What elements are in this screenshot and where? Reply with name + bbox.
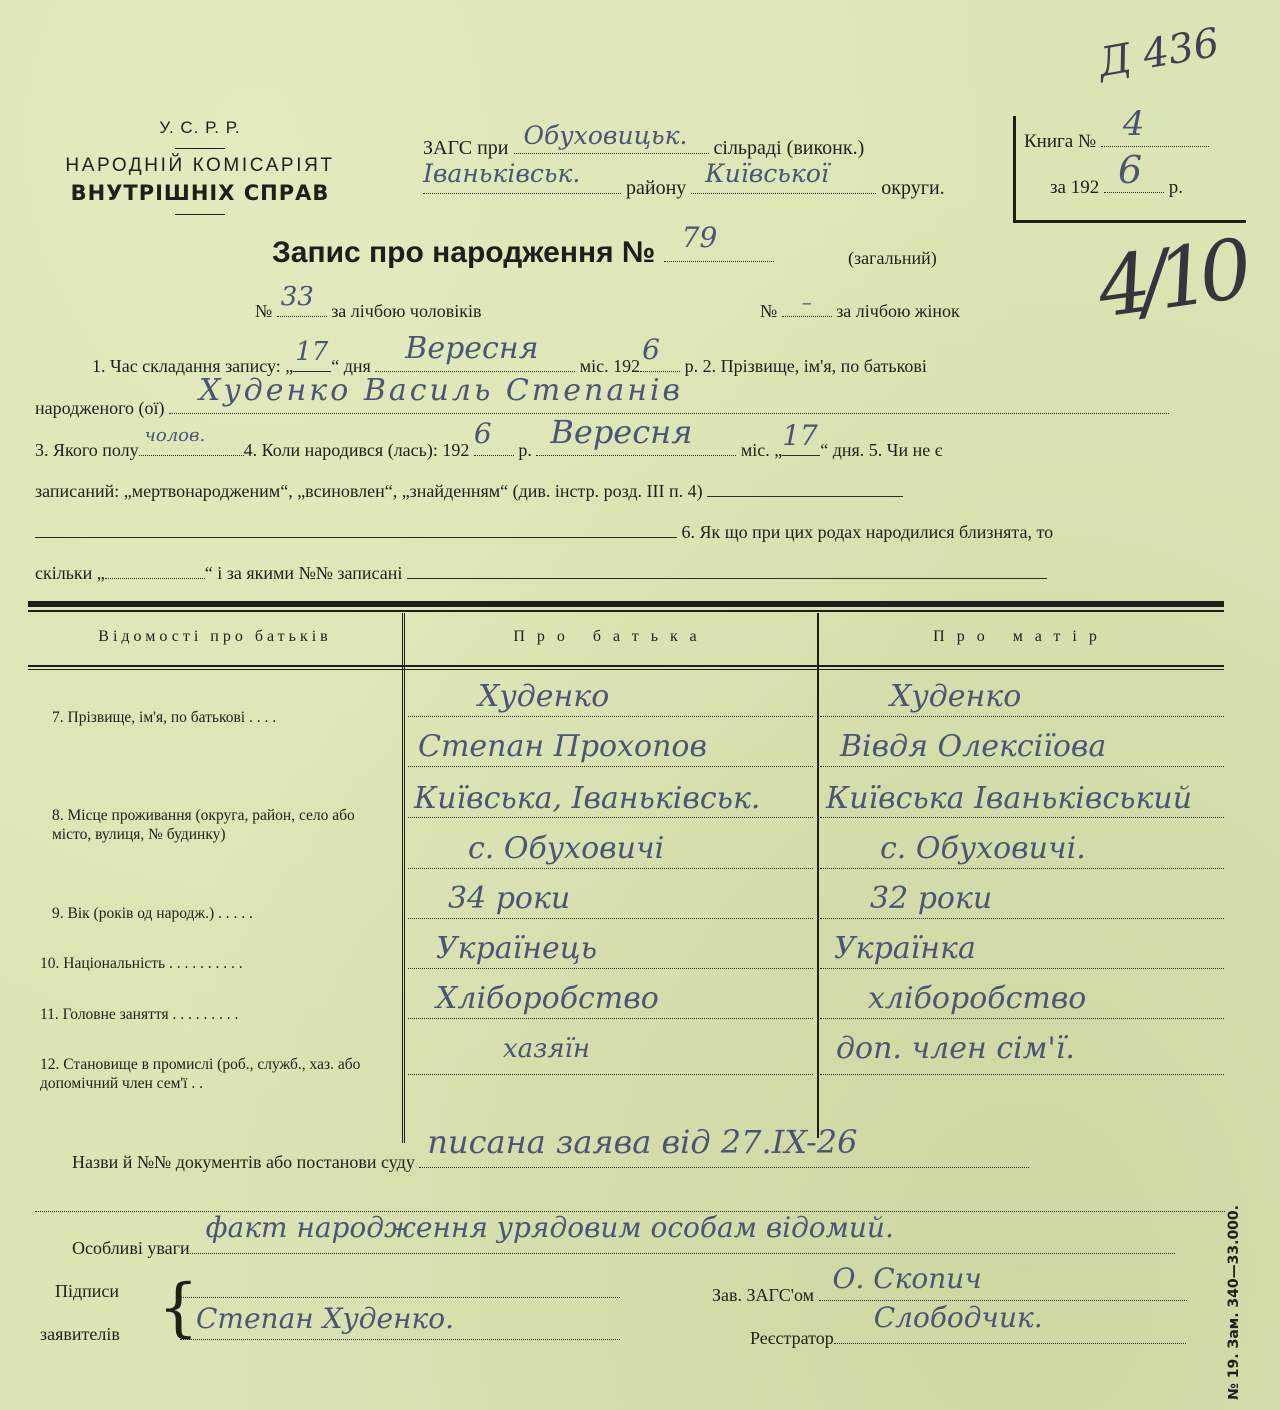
- birth-day-value: 17: [782, 419, 818, 452]
- female-count-field[interactable]: [782, 290, 832, 317]
- book-number-line: [1024, 104, 1209, 153]
- mother-occupation[interactable]: хліборобство: [868, 981, 1087, 1016]
- documents-label: Назви й №№ документів або постанови суду: [72, 1152, 415, 1172]
- field-6-line: [35, 522, 1053, 543]
- twins-count-field[interactable]: [105, 564, 205, 579]
- table-header-father: Про батька: [513, 628, 709, 645]
- field-1-label: 1. Час складання запису: „: [92, 356, 294, 376]
- ussr-heading: У. С. Р. Р.: [159, 118, 241, 137]
- commissariat-heading: НАРОДНІЙ КОМІСАРІЯТ: [65, 155, 335, 176]
- head-label: Зав. ЗАГС'ом: [712, 1285, 814, 1305]
- brace: {: [158, 1271, 199, 1345]
- birth-year-value: 6: [473, 417, 492, 450]
- female-count-value: –: [801, 290, 812, 314]
- notes-label: Особливі уваги: [72, 1238, 190, 1258]
- male-count-prefix: №: [255, 301, 273, 321]
- head-signature: О. Скопич: [832, 1262, 982, 1295]
- table-header-info: Відомості про батьків: [98, 628, 332, 645]
- row-label-name: 7. Прізвище, ім'я, по батькові . . . .: [52, 709, 277, 726]
- notes-field[interactable]: [190, 1211, 1175, 1254]
- mother-status[interactable]: доп. член сім'ї.: [836, 1031, 1075, 1066]
- okruha-field[interactable]: [691, 159, 876, 194]
- cell-rule: [820, 968, 1224, 969]
- applicant-signature: Степан Худенко.: [196, 1302, 455, 1335]
- table-column-divider: [817, 613, 819, 1138]
- field-6-label-b: “ і за якими №№ записані: [204, 563, 403, 583]
- registrar-signature-field[interactable]: [834, 1301, 1186, 1344]
- table-top-rule-thin: [28, 610, 1224, 612]
- record-year-value: 6: [642, 333, 660, 366]
- book-number-field[interactable]: [1101, 104, 1209, 147]
- cell-rule: [408, 716, 813, 717]
- book-number-value: 4: [1122, 104, 1145, 144]
- book-year-line: [1050, 148, 1183, 199]
- row-label-residence: 8. Місце проживання (округа, район, село або місто, вулиця, № будинку): [52, 807, 355, 843]
- mother-column: [820, 668, 1230, 1128]
- cell-rule: [820, 868, 1224, 869]
- field-6-label: 6. Як що при цих родах народилися близнята, то: [681, 522, 1054, 542]
- field-2-label-cont: народженого (ої): [35, 398, 165, 418]
- child-name-value: Худенко Василь Степанів: [199, 373, 684, 408]
- table-top-rule: [28, 601, 1224, 607]
- field-4-label: 4. Коли народився (лась): 192: [243, 440, 470, 460]
- applicant-signature-field-1[interactable]: [180, 1297, 620, 1298]
- cell-rule: [408, 817, 813, 818]
- field-5-label-cont: записаний: „мертвонародженим“, „всиновлен“, „знайденням“ (див. інстр. розд. III п. 4): [35, 481, 703, 501]
- district-field[interactable]: [423, 159, 621, 194]
- mother-age[interactable]: 32 роки: [870, 881, 993, 916]
- sex-value: чолов.: [144, 425, 206, 446]
- father-given-name[interactable]: Степан Прохопов: [418, 729, 707, 764]
- zags-village-field[interactable]: [514, 121, 709, 154]
- documents-field[interactable]: [419, 1123, 1029, 1168]
- field-5-input[interactable]: [707, 482, 903, 497]
- female-count-label: за лічбою жінок: [836, 301, 960, 321]
- signatures-label-1: Підписи: [55, 1281, 120, 1301]
- mother-surname[interactable]: Худенко: [890, 679, 1022, 714]
- father-column: [408, 668, 816, 1128]
- mother-residence-district[interactable]: Київська Іваньківський: [826, 781, 1193, 816]
- father-surname[interactable]: Худенко: [478, 679, 610, 714]
- twins-numbers-field[interactable]: [407, 564, 1047, 579]
- cell-rule: [820, 716, 1224, 717]
- row-label-nationality: 10. Національність . . . . . . . . . .: [40, 955, 243, 972]
- zags-village-suffix: сільраді (виконк.): [713, 137, 865, 159]
- field-6-label-a: скільки „: [35, 563, 105, 583]
- male-count-value: 33: [280, 282, 314, 312]
- book-year-value: 6: [1117, 148, 1143, 192]
- row-label-age: 9. Вік (років од народж.) . . . . .: [52, 905, 253, 922]
- divider: [175, 214, 225, 215]
- record-day-field[interactable]: [293, 337, 331, 372]
- father-occupation[interactable]: Хліборобство: [436, 981, 659, 1016]
- row-label-status: 12. Становище в промислі (роб., служб., хаз. або допомічний член сем'ї . .: [40, 1056, 361, 1092]
- head-signature-field[interactable]: [819, 1262, 1187, 1301]
- district-line: [423, 159, 945, 200]
- documents-value: писана заява від 27.IX-26: [427, 1123, 858, 1161]
- book-year-prefix: за 192: [1050, 177, 1100, 198]
- record-number-field[interactable]: [664, 221, 774, 262]
- cell-rule: [820, 766, 1224, 767]
- signatures-label-2: заявителів: [40, 1324, 120, 1344]
- applicant-signature-field-2[interactable]: [180, 1339, 620, 1340]
- birth-month-value: Вересня: [550, 413, 693, 451]
- birth-day-field[interactable]: [782, 419, 820, 456]
- record-number-value: 79: [681, 221, 718, 254]
- table-column-divider: [402, 613, 405, 1143]
- table-header-mother: Про матір: [933, 628, 1109, 645]
- mother-nationality[interactable]: Українка: [834, 931, 976, 966]
- field-1-year-suffix: р.: [684, 356, 699, 376]
- field-3-line: [35, 413, 943, 461]
- divider: [175, 148, 225, 149]
- cell-rule: [408, 918, 813, 919]
- book-label: Книга №: [1024, 131, 1097, 152]
- row-label-occupation: 11. Головне заняття . . . . . . . . .: [40, 1006, 239, 1023]
- field-4-month-suffix: міс. „: [740, 440, 783, 460]
- table-header-rule: [28, 665, 1224, 667]
- record-month-field[interactable]: [375, 331, 575, 372]
- okruha-value: Київської: [705, 159, 829, 188]
- field-2-label: 2. Прізвище, ім'я, по батькові: [702, 356, 927, 376]
- father-nationality[interactable]: Українець: [436, 931, 598, 966]
- registrar-line: [750, 1301, 1186, 1349]
- notes-value: факт народження урядовим особам відомий.: [205, 1211, 894, 1244]
- cell-rule: [820, 918, 1224, 919]
- registrar-signature: Слободчик.: [873, 1301, 1043, 1334]
- mother-residence-village[interactable]: с. Обуховичі.: [880, 831, 1086, 866]
- field-6-cont-line: [35, 563, 1047, 584]
- cell-rule: [408, 868, 813, 869]
- cell-rule: [408, 766, 813, 767]
- father-age[interactable]: 34 роки: [448, 881, 571, 916]
- field-1-day-suffix: “ дня: [331, 356, 371, 376]
- department-heading: ВНУТРІШНІХ СПРАВ: [70, 181, 330, 205]
- notes-line: [72, 1211, 1175, 1259]
- cell-rule: [408, 1074, 813, 1075]
- okruha-label: округи.: [881, 177, 945, 199]
- father-residence-district[interactable]: Київська, Іваньківськ.: [414, 781, 761, 816]
- field-5-line: [35, 481, 903, 502]
- field-4-year-suffix: р.: [518, 440, 532, 460]
- field-4-day-suffix: “ дня.: [820, 440, 865, 460]
- zags-village-value: Обуховицьк.: [523, 121, 688, 150]
- sex-field[interactable]: [139, 425, 244, 456]
- father-residence-village[interactable]: с. Обуховичі: [468, 831, 665, 866]
- page-title: [272, 221, 774, 270]
- cell-rule: [820, 817, 1224, 818]
- zags-prefix: ЗАГС при: [423, 137, 509, 159]
- father-status[interactable]: хазяїн: [503, 1034, 591, 1064]
- record-mark: 4/10: [1092, 222, 1249, 337]
- birth-month-field[interactable]: [536, 413, 736, 456]
- child-name-field[interactable]: [169, 373, 1169, 414]
- registrar-label: Реєстратор: [750, 1328, 834, 1348]
- field-5-label: 5. Чи не є: [868, 440, 943, 460]
- print-mark: № 19. Зам. 340—33.000.: [1226, 1205, 1242, 1400]
- male-count-line: [255, 282, 482, 322]
- birth-year-field[interactable]: [473, 417, 514, 456]
- field-1-month-suffix: міс. 192: [579, 356, 641, 376]
- zags-line: [423, 121, 865, 160]
- record-month-value: Вересня: [405, 331, 539, 366]
- archive-number-mark: Д 436: [1094, 19, 1223, 87]
- district-value: Іваньківськ.: [423, 159, 581, 188]
- female-count-prefix: №: [760, 301, 778, 321]
- record-year-field[interactable]: [640, 333, 680, 372]
- district-label: району: [626, 177, 687, 199]
- cell-rule: [408, 968, 813, 969]
- female-count-line: [760, 290, 960, 322]
- mother-given-name[interactable]: Вівдя Олексіїова: [840, 729, 1107, 764]
- field-5-input-cont[interactable]: [35, 523, 677, 538]
- title-text: Запис про народження №: [272, 236, 656, 269]
- male-count-label: за лічбою чоловіків: [331, 301, 482, 321]
- cell-rule: [820, 1018, 1224, 1019]
- cell-rule: [820, 1074, 1224, 1075]
- record-day-value: 17: [295, 337, 329, 367]
- title-suffix: (загальний): [848, 248, 937, 268]
- book-year-suffix: р.: [1168, 177, 1183, 198]
- book-year-field[interactable]: [1104, 148, 1164, 193]
- cell-rule: [408, 1018, 813, 1019]
- field-3-label: 3. Якого полу: [35, 440, 139, 460]
- documents-line: [72, 1123, 1029, 1173]
- male-count-field[interactable]: [277, 282, 327, 317]
